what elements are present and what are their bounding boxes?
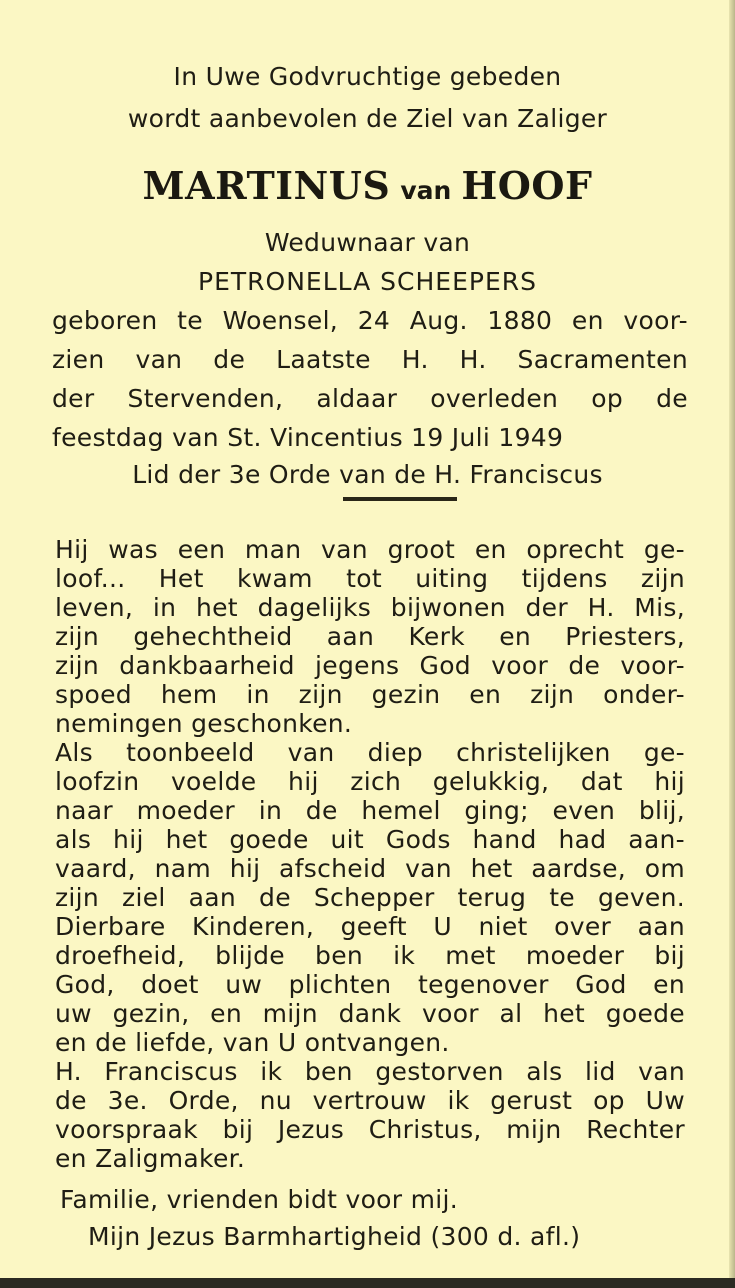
body-line: zijn ziel aan de Schepper terug te geven. (55, 883, 685, 912)
body-line: uw gezin, en mijn dank voor al het goede (55, 999, 685, 1028)
body-line: loof... Het kwam tot uiting tijdens zijn (55, 564, 685, 593)
bio-line-4: feestdag van St. Vincentius 19 Juli 1949 (52, 423, 564, 452)
body-line: als hij het goede uit Gods hand had aan- (55, 825, 685, 854)
body-line: en Zaligmaker. (55, 1144, 246, 1173)
card-bottom-border (0, 1278, 735, 1288)
body-line: voorspraak bij Jezus Christus, mijn Rechter (55, 1115, 685, 1144)
spouse-name: PETRONELLA SCHEEPERS (198, 267, 537, 296)
deceased-first-name: MARTINUS (142, 163, 391, 208)
bio-line-1: geboren te Woensel, 24 Aug. 1880 en voor- (52, 306, 688, 335)
bio-line-2: zien van de Laatste H. H. Sacramenten (52, 345, 688, 374)
widower-label: Weduwnaar van (264, 228, 471, 257)
body-line: naar moeder in de hemel ging; even blij, (55, 796, 685, 825)
body-line: zijn dankbaarheid jegens God voor de voor- (55, 651, 685, 680)
header-line-1: In Uwe Godvruchtige gebeden (173, 62, 562, 91)
divider-rule (343, 497, 457, 501)
body-line: spoed hem in zijn gezin en zijn onder- (55, 680, 685, 709)
body-line: en de liefde, van U ontvangen. (55, 1028, 450, 1057)
header-line-2: wordt aanbevolen de Ziel van Zaliger (127, 104, 608, 133)
body-line: de 3e. Orde, nu vertrouw ik gerust op Uw (55, 1086, 685, 1115)
order-membership: Lid der 3e Orde van de H. Franciscus (132, 460, 603, 489)
closing-line-1: Familie, vrienden bidt voor mij. (60, 1185, 458, 1214)
deceased-name (0, 160, 735, 220)
body-line: zijn gehechtheid aan Kerk en Priesters, (55, 622, 685, 651)
deceased-last-name: HOOF (461, 163, 593, 208)
deceased-name-particle: van (400, 176, 452, 205)
body-line: loofzin voelde hij zich gelukkig, dat hij (55, 767, 685, 796)
body-line: nemingen geschonken. (55, 709, 353, 738)
body-line: Hij was een man van groot en oprecht ge- (55, 535, 685, 564)
body-line: leven, in het dagelijks bijwonen der H. Mis, (55, 593, 685, 622)
bio-line-3: der Stervenden, aldaar overleden op de (52, 384, 688, 413)
body-line: God, doet uw plichten tegenover God en (55, 970, 685, 999)
body-line: droefheid, blijde ben ik met moeder bij (55, 941, 685, 970)
closing-line-2: Mijn Jezus Barmhartigheid (300 d. afl.) (88, 1222, 581, 1251)
body-line: Dierbare Kinderen, geeft U niet over aan (55, 912, 685, 941)
card-edge-shadow (729, 0, 735, 1278)
body-line: Als toonbeeld van diep christelijken ge- (55, 738, 685, 767)
body-line: vaard, nam hij afscheid van het aardse, om (55, 854, 685, 883)
body-line: H. Franciscus ik ben gestorven als lid van (55, 1057, 685, 1086)
